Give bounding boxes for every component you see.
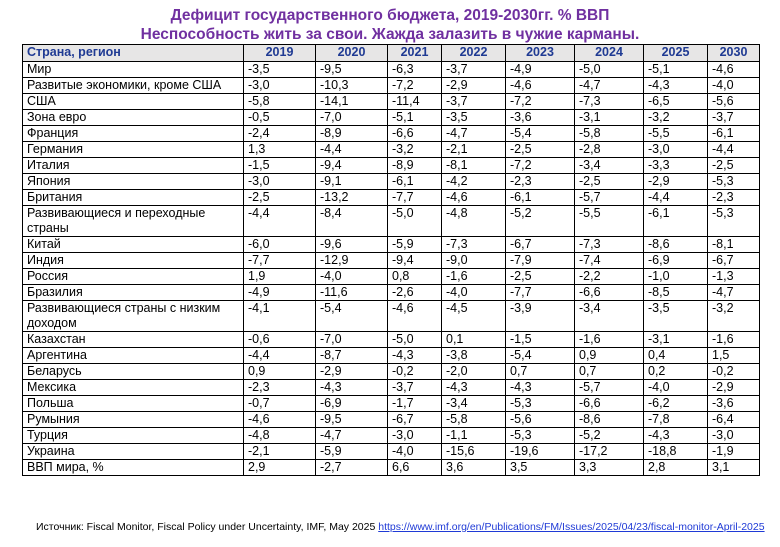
table-row	[23, 253, 760, 269]
value-cell: 0,8	[388, 269, 442, 285]
value-cell: -1,5	[244, 158, 316, 174]
value-cell: -4,5	[442, 301, 506, 332]
column-header-year: 2020	[316, 45, 388, 62]
value-cell: -5,0	[388, 206, 442, 237]
value-cell: -3,0	[708, 428, 760, 444]
value-cell: -2,9	[316, 364, 388, 380]
value-cell: -2,1	[244, 444, 316, 460]
value-cell: -6,7	[506, 237, 575, 253]
value-cell: -2,9	[644, 174, 708, 190]
value-cell: -5,8	[575, 126, 644, 142]
value-cell: -7,2	[388, 78, 442, 94]
value-cell: 0,9	[575, 348, 644, 364]
value-cell: -3,2	[644, 110, 708, 126]
value-cell: -0,2	[708, 364, 760, 380]
value-cell: -5,7	[575, 190, 644, 206]
value-cell: -2,5	[506, 269, 575, 285]
table-row	[23, 142, 760, 158]
value-cell: -3,5	[442, 110, 506, 126]
value-cell: -5,3	[506, 396, 575, 412]
value-cell: -3,5	[644, 301, 708, 332]
value-cell: -11,4	[388, 94, 442, 110]
column-header-year: 2030	[708, 45, 760, 62]
value-cell: 6,6	[388, 460, 442, 476]
table-row	[23, 301, 760, 332]
value-cell: -6,9	[316, 396, 388, 412]
value-cell: -18,8	[644, 444, 708, 460]
column-header-year: 2019	[244, 45, 316, 62]
value-cell: -7,7	[244, 253, 316, 269]
value-cell: -3,7	[442, 94, 506, 110]
value-cell: -7,0	[316, 110, 388, 126]
table-row	[23, 396, 760, 412]
table-row	[23, 269, 760, 285]
value-cell: -7,0	[316, 332, 388, 348]
table-row	[23, 460, 760, 476]
value-cell: -4,0	[442, 285, 506, 301]
value-cell: -3,0	[244, 78, 316, 94]
value-cell: -4,7	[575, 78, 644, 94]
value-cell: -5,4	[316, 301, 388, 332]
value-cell: -4,4	[708, 142, 760, 158]
value-cell: -5,2	[575, 428, 644, 444]
table-row	[23, 110, 760, 126]
value-cell: -1,9	[708, 444, 760, 460]
value-cell: -8,1	[442, 158, 506, 174]
value-cell: -5,9	[388, 237, 442, 253]
value-cell: -2,3	[244, 380, 316, 396]
value-cell: -2,9	[708, 380, 760, 396]
value-cell: -6,3	[388, 62, 442, 78]
region-cell: Турция	[23, 428, 244, 444]
value-cell: -1,3	[708, 269, 760, 285]
source-text: Источник: Fiscal Monitor, Fiscal Policy under Uncertainty, IMF, May 2025	[36, 521, 379, 533]
table-row	[23, 174, 760, 190]
value-cell: -3,4	[442, 396, 506, 412]
value-cell: -6,4	[708, 412, 760, 428]
value-cell: -2,0	[442, 364, 506, 380]
title-line-2: Неспособность жить за свои. Жажда залазить в чужие карманы.	[140, 26, 640, 43]
table-row	[23, 190, 760, 206]
region-cell: Франция	[23, 126, 244, 142]
region-cell: Развивающиеся страны с низким доходом	[23, 301, 244, 332]
region-cell: Польша	[23, 396, 244, 412]
value-cell: -4,0	[388, 444, 442, 460]
value-cell: -8,1	[708, 237, 760, 253]
value-cell: -1,6	[708, 332, 760, 348]
value-cell: -4,2	[442, 174, 506, 190]
region-cell: Мир	[23, 62, 244, 78]
value-cell: -0,7	[244, 396, 316, 412]
value-cell: -2,3	[506, 174, 575, 190]
value-cell: -0,2	[388, 364, 442, 380]
region-cell: ВВП мира, %	[23, 460, 244, 476]
value-cell: -8,9	[388, 158, 442, 174]
value-cell: -3,7	[442, 62, 506, 78]
value-cell: 3,5	[506, 460, 575, 476]
table-row	[23, 428, 760, 444]
value-cell: -6,0	[244, 237, 316, 253]
value-cell: -3,6	[708, 396, 760, 412]
value-cell: -4,3	[442, 380, 506, 396]
title-line-1: Дефицит государственного бюджета, 2019-2030гг. % ВВП	[170, 7, 610, 24]
value-cell: -17,2	[575, 444, 644, 460]
table-row	[23, 237, 760, 253]
value-cell: -7,7	[388, 190, 442, 206]
value-cell: -1,6	[442, 269, 506, 285]
value-cell: -1,1	[442, 428, 506, 444]
column-header-year: 2023	[506, 45, 575, 62]
value-cell: -4,7	[708, 285, 760, 301]
column-header-year: 2021	[388, 45, 442, 62]
value-cell: -8,4	[316, 206, 388, 237]
table-row	[23, 78, 760, 94]
value-cell: -9,4	[316, 158, 388, 174]
table-row	[23, 412, 760, 428]
value-cell: -12,9	[316, 253, 388, 269]
region-cell: США	[23, 94, 244, 110]
value-cell: 1,5	[708, 348, 760, 364]
value-cell: -0,6	[244, 332, 316, 348]
value-cell: -4,4	[316, 142, 388, 158]
value-cell: -6,6	[388, 126, 442, 142]
table-row	[23, 62, 760, 78]
value-cell: -5,8	[442, 412, 506, 428]
value-cell: -1,6	[575, 332, 644, 348]
value-cell: -6,6	[575, 396, 644, 412]
source-note	[36, 521, 766, 533]
value-cell: -1,5	[506, 332, 575, 348]
value-cell: -7,3	[575, 237, 644, 253]
value-cell: -8,9	[316, 126, 388, 142]
value-cell: -15,6	[442, 444, 506, 460]
region-cell: Румыния	[23, 412, 244, 428]
value-cell: -3,0	[644, 142, 708, 158]
source-link[interactable]: https://www.imf.org/en/Publications/FM/Issues/2025/04/23/fiscal-monitor-April-2025	[378, 521, 765, 533]
value-cell: 0,7	[506, 364, 575, 380]
value-cell: 0,9	[244, 364, 316, 380]
value-cell: -7,2	[506, 158, 575, 174]
value-cell: -4,3	[506, 380, 575, 396]
table-row	[23, 158, 760, 174]
value-cell: 2,9	[244, 460, 316, 476]
value-cell: -19,6	[506, 444, 575, 460]
value-cell: -3,5	[244, 62, 316, 78]
value-cell: -9,1	[316, 174, 388, 190]
value-cell: -3,8	[442, 348, 506, 364]
value-cell: 3,6	[442, 460, 506, 476]
value-cell: -2,7	[316, 460, 388, 476]
table-row	[23, 380, 760, 396]
value-cell: -4,0	[708, 78, 760, 94]
region-cell: Индия	[23, 253, 244, 269]
value-cell: -5,6	[708, 94, 760, 110]
value-cell: -4,6	[442, 190, 506, 206]
value-cell: -4,9	[506, 62, 575, 78]
deficit-table	[22, 44, 760, 476]
value-cell: -8,7	[316, 348, 388, 364]
table-row	[23, 444, 760, 460]
value-cell: -3,7	[388, 380, 442, 396]
region-cell: Беларусь	[23, 364, 244, 380]
value-cell: -7,3	[575, 94, 644, 110]
value-cell: 1,3	[244, 142, 316, 158]
column-header-region: Страна, регион	[23, 45, 244, 62]
value-cell: -4,3	[388, 348, 442, 364]
value-cell: -5,7	[575, 380, 644, 396]
value-cell: -4,3	[644, 78, 708, 94]
value-cell: -2,4	[244, 126, 316, 142]
value-cell: -4,7	[442, 126, 506, 142]
value-cell: -8,5	[644, 285, 708, 301]
value-cell: -2,8	[575, 142, 644, 158]
value-cell: -11,6	[316, 285, 388, 301]
value-cell: -4,3	[316, 380, 388, 396]
value-cell: -5,1	[388, 110, 442, 126]
value-cell: 1,9	[244, 269, 316, 285]
table-body	[23, 62, 760, 476]
region-cell: Развивающиеся и переходные страны	[23, 206, 244, 237]
value-cell: -5,5	[575, 206, 644, 237]
value-cell: -4,8	[442, 206, 506, 237]
value-cell: 3,3	[575, 460, 644, 476]
value-cell: -5,2	[506, 206, 575, 237]
region-cell: Германия	[23, 142, 244, 158]
table-row	[23, 206, 760, 237]
value-cell: -5,4	[506, 126, 575, 142]
value-cell: -9,6	[316, 237, 388, 253]
value-cell: -4,4	[644, 190, 708, 206]
value-cell: -5,0	[388, 332, 442, 348]
value-cell: -9,4	[388, 253, 442, 269]
value-cell: -2,6	[388, 285, 442, 301]
value-cell: -5,1	[644, 62, 708, 78]
region-cell: Британия	[23, 190, 244, 206]
table-row	[23, 348, 760, 364]
table-row	[23, 364, 760, 380]
table-row	[23, 94, 760, 110]
value-cell: -5,3	[708, 174, 760, 190]
value-cell: -7,3	[442, 237, 506, 253]
value-cell: -7,9	[506, 253, 575, 269]
value-cell: -8,6	[575, 412, 644, 428]
value-cell: -4,1	[244, 301, 316, 332]
value-cell: -3,1	[575, 110, 644, 126]
value-cell: -7,4	[575, 253, 644, 269]
value-cell: -5,3	[708, 206, 760, 237]
value-cell: -5,8	[244, 94, 316, 110]
region-cell: Китай	[23, 237, 244, 253]
region-cell: Аргентина	[23, 348, 244, 364]
value-cell: -0,5	[244, 110, 316, 126]
value-cell: -3,2	[708, 301, 760, 332]
table-row	[23, 332, 760, 348]
value-cell: -6,7	[388, 412, 442, 428]
value-cell: -4,3	[644, 428, 708, 444]
value-cell: -9,5	[316, 412, 388, 428]
value-cell: -4,6	[708, 62, 760, 78]
region-cell: Зона евро	[23, 110, 244, 126]
table-header-row	[23, 45, 760, 62]
value-cell: -3,9	[506, 301, 575, 332]
value-cell: -6,1	[644, 206, 708, 237]
value-cell: -2,1	[442, 142, 506, 158]
value-cell: -6,7	[708, 253, 760, 269]
value-cell: -6,6	[575, 285, 644, 301]
value-cell: -2,5	[506, 142, 575, 158]
column-header-year: 2025	[644, 45, 708, 62]
region-cell: Япония	[23, 174, 244, 190]
value-cell: -4,4	[244, 206, 316, 237]
value-cell: -4,6	[506, 78, 575, 94]
value-cell: 0,7	[575, 364, 644, 380]
value-cell: -7,8	[644, 412, 708, 428]
value-cell: -9,0	[442, 253, 506, 269]
value-cell: -4,7	[316, 428, 388, 444]
value-cell: -4,0	[316, 269, 388, 285]
value-cell: -5,3	[506, 428, 575, 444]
value-cell: -7,7	[506, 285, 575, 301]
value-cell: -6,5	[644, 94, 708, 110]
value-cell: -2,5	[708, 158, 760, 174]
value-cell: 0,1	[442, 332, 506, 348]
value-cell: -1,0	[644, 269, 708, 285]
value-cell: -3,0	[388, 428, 442, 444]
value-cell: -2,2	[575, 269, 644, 285]
value-cell: -3,4	[575, 301, 644, 332]
value-cell: 0,2	[644, 364, 708, 380]
region-cell: Развитые экономики, кроме США	[23, 78, 244, 94]
value-cell: -3,3	[644, 158, 708, 174]
value-cell: -5,6	[506, 412, 575, 428]
value-cell: -4,9	[244, 285, 316, 301]
value-cell: -4,8	[244, 428, 316, 444]
value-cell: -2,9	[442, 78, 506, 94]
value-cell: -5,0	[575, 62, 644, 78]
value-cell: -5,9	[316, 444, 388, 460]
value-cell: -5,5	[644, 126, 708, 142]
value-cell: 2,8	[644, 460, 708, 476]
value-cell: -4,6	[388, 301, 442, 332]
value-cell: -2,5	[244, 190, 316, 206]
region-cell: Украина	[23, 444, 244, 460]
value-cell: -6,1	[506, 190, 575, 206]
value-cell: -2,5	[575, 174, 644, 190]
value-cell: -8,6	[644, 237, 708, 253]
value-cell: -4,4	[244, 348, 316, 364]
value-cell: -6,9	[644, 253, 708, 269]
region-cell: Бразилия	[23, 285, 244, 301]
region-cell: Мексика	[23, 380, 244, 396]
value-cell: -3,6	[506, 110, 575, 126]
page-title	[0, 6, 780, 44]
value-cell: -7,2	[506, 94, 575, 110]
value-cell: 3,1	[708, 460, 760, 476]
value-cell: -10,3	[316, 78, 388, 94]
value-cell: -3,1	[644, 332, 708, 348]
column-header-year: 2022	[442, 45, 506, 62]
value-cell: -3,2	[388, 142, 442, 158]
value-cell: -14,1	[316, 94, 388, 110]
value-cell: -3,7	[708, 110, 760, 126]
value-cell: -6,1	[388, 174, 442, 190]
value-cell: -6,2	[644, 396, 708, 412]
value-cell: -13,2	[316, 190, 388, 206]
value-cell: -9,5	[316, 62, 388, 78]
value-cell: -1,7	[388, 396, 442, 412]
value-cell: -4,0	[644, 380, 708, 396]
region-cell: Италия	[23, 158, 244, 174]
value-cell: -6,1	[708, 126, 760, 142]
value-cell: -2,3	[708, 190, 760, 206]
region-cell: Россия	[23, 269, 244, 285]
value-cell: -3,0	[244, 174, 316, 190]
region-cell: Казахстан	[23, 332, 244, 348]
value-cell: -5,4	[506, 348, 575, 364]
value-cell: -3,4	[575, 158, 644, 174]
value-cell: 0,4	[644, 348, 708, 364]
column-header-year: 2024	[575, 45, 644, 62]
table-row	[23, 126, 760, 142]
table-row	[23, 285, 760, 301]
value-cell: -4,6	[244, 412, 316, 428]
